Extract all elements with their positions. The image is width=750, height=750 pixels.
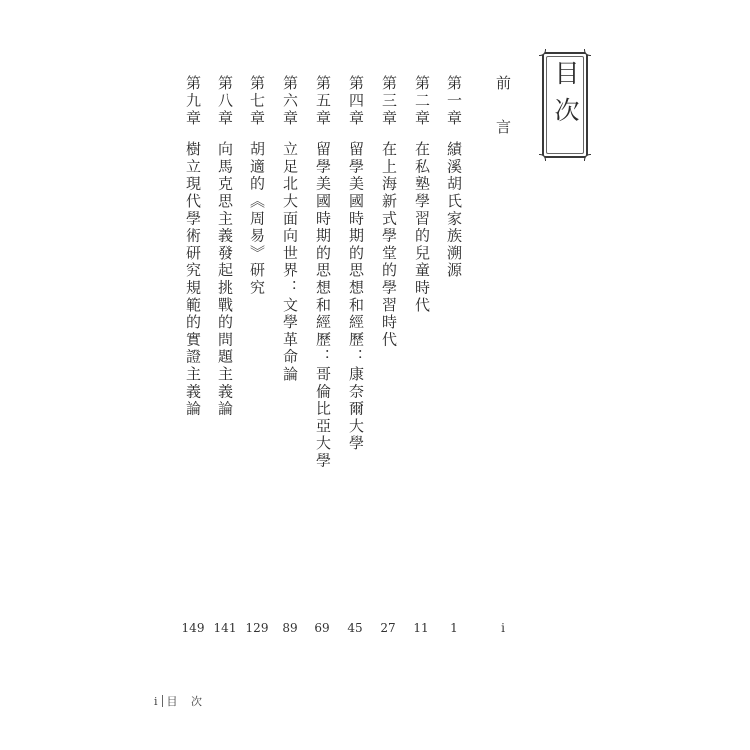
corner-ornament [584,49,591,56]
page-number: 141 [213,621,237,635]
toc-entry[interactable] [411,75,433,405]
page-number: 129 [245,621,269,635]
toc-entry[interactable] [443,75,465,405]
running-footer [154,693,207,709]
footer-title: 目 次 [166,695,208,708]
chapter-title: 績溪胡氏家族溯源 [445,140,463,280]
toc-entry[interactable] [378,75,400,405]
chapter-title: 樹立現代學術研究規範的實證主義論 [184,140,202,418]
chapter-label: 第一章 [445,75,463,127]
chapter-title: 在上海新式學堂的學習時代 [380,140,398,349]
page-number: i [501,621,505,635]
page-title: 目次 [551,60,580,134]
page-number: 1 [450,621,458,635]
toc-entry[interactable] [345,75,367,453]
toc-entry[interactable] [312,75,334,470]
chapter-label: 第三章 [380,75,398,127]
page-number: 149 [181,621,205,635]
page-number: 45 [347,621,363,635]
chapter-title: 留學美國時期的思想和經歷：哥倫比亞大學 [314,140,332,470]
chapter-label: 第九章 [184,75,202,127]
toc-entry-preface[interactable] [492,75,514,405]
toc-title-box [542,52,588,158]
toc-entry[interactable] [214,75,236,418]
chapter-label: 前 言 [494,75,512,146]
toc-entry[interactable] [279,75,301,405]
page-number: 89 [282,621,298,635]
chapter-label: 第五章 [314,75,332,127]
chapter-label: 第四章 [347,75,365,127]
footer-page-number: i [154,694,158,708]
page-number: 27 [380,621,396,635]
corner-ornament [584,154,591,161]
chapter-title: 胡適的《周易》研究 [248,140,266,297]
chapter-title: 向馬克思主義發起挑戰的問題主義論 [216,140,234,418]
chapter-title: 留學美國時期的思想和經歷：康奈爾大學 [347,140,365,453]
chapter-label: 第二章 [413,75,431,127]
chapter-title: 立足北大面向世界：文學革命論 [281,140,299,384]
page-number: 11 [413,621,429,635]
chapter-label: 第六章 [281,75,299,127]
chapter-label: 第七章 [248,75,266,127]
chapter-label: 第八章 [216,75,234,127]
corner-ornament [539,49,546,56]
chapter-title: 在私塾學習的兒童時代 [413,140,431,314]
page-number: 69 [314,621,330,635]
corner-ornament [539,154,546,161]
footer-divider [162,695,163,707]
toc-entry[interactable] [182,75,204,418]
toc-entry[interactable] [246,75,268,405]
